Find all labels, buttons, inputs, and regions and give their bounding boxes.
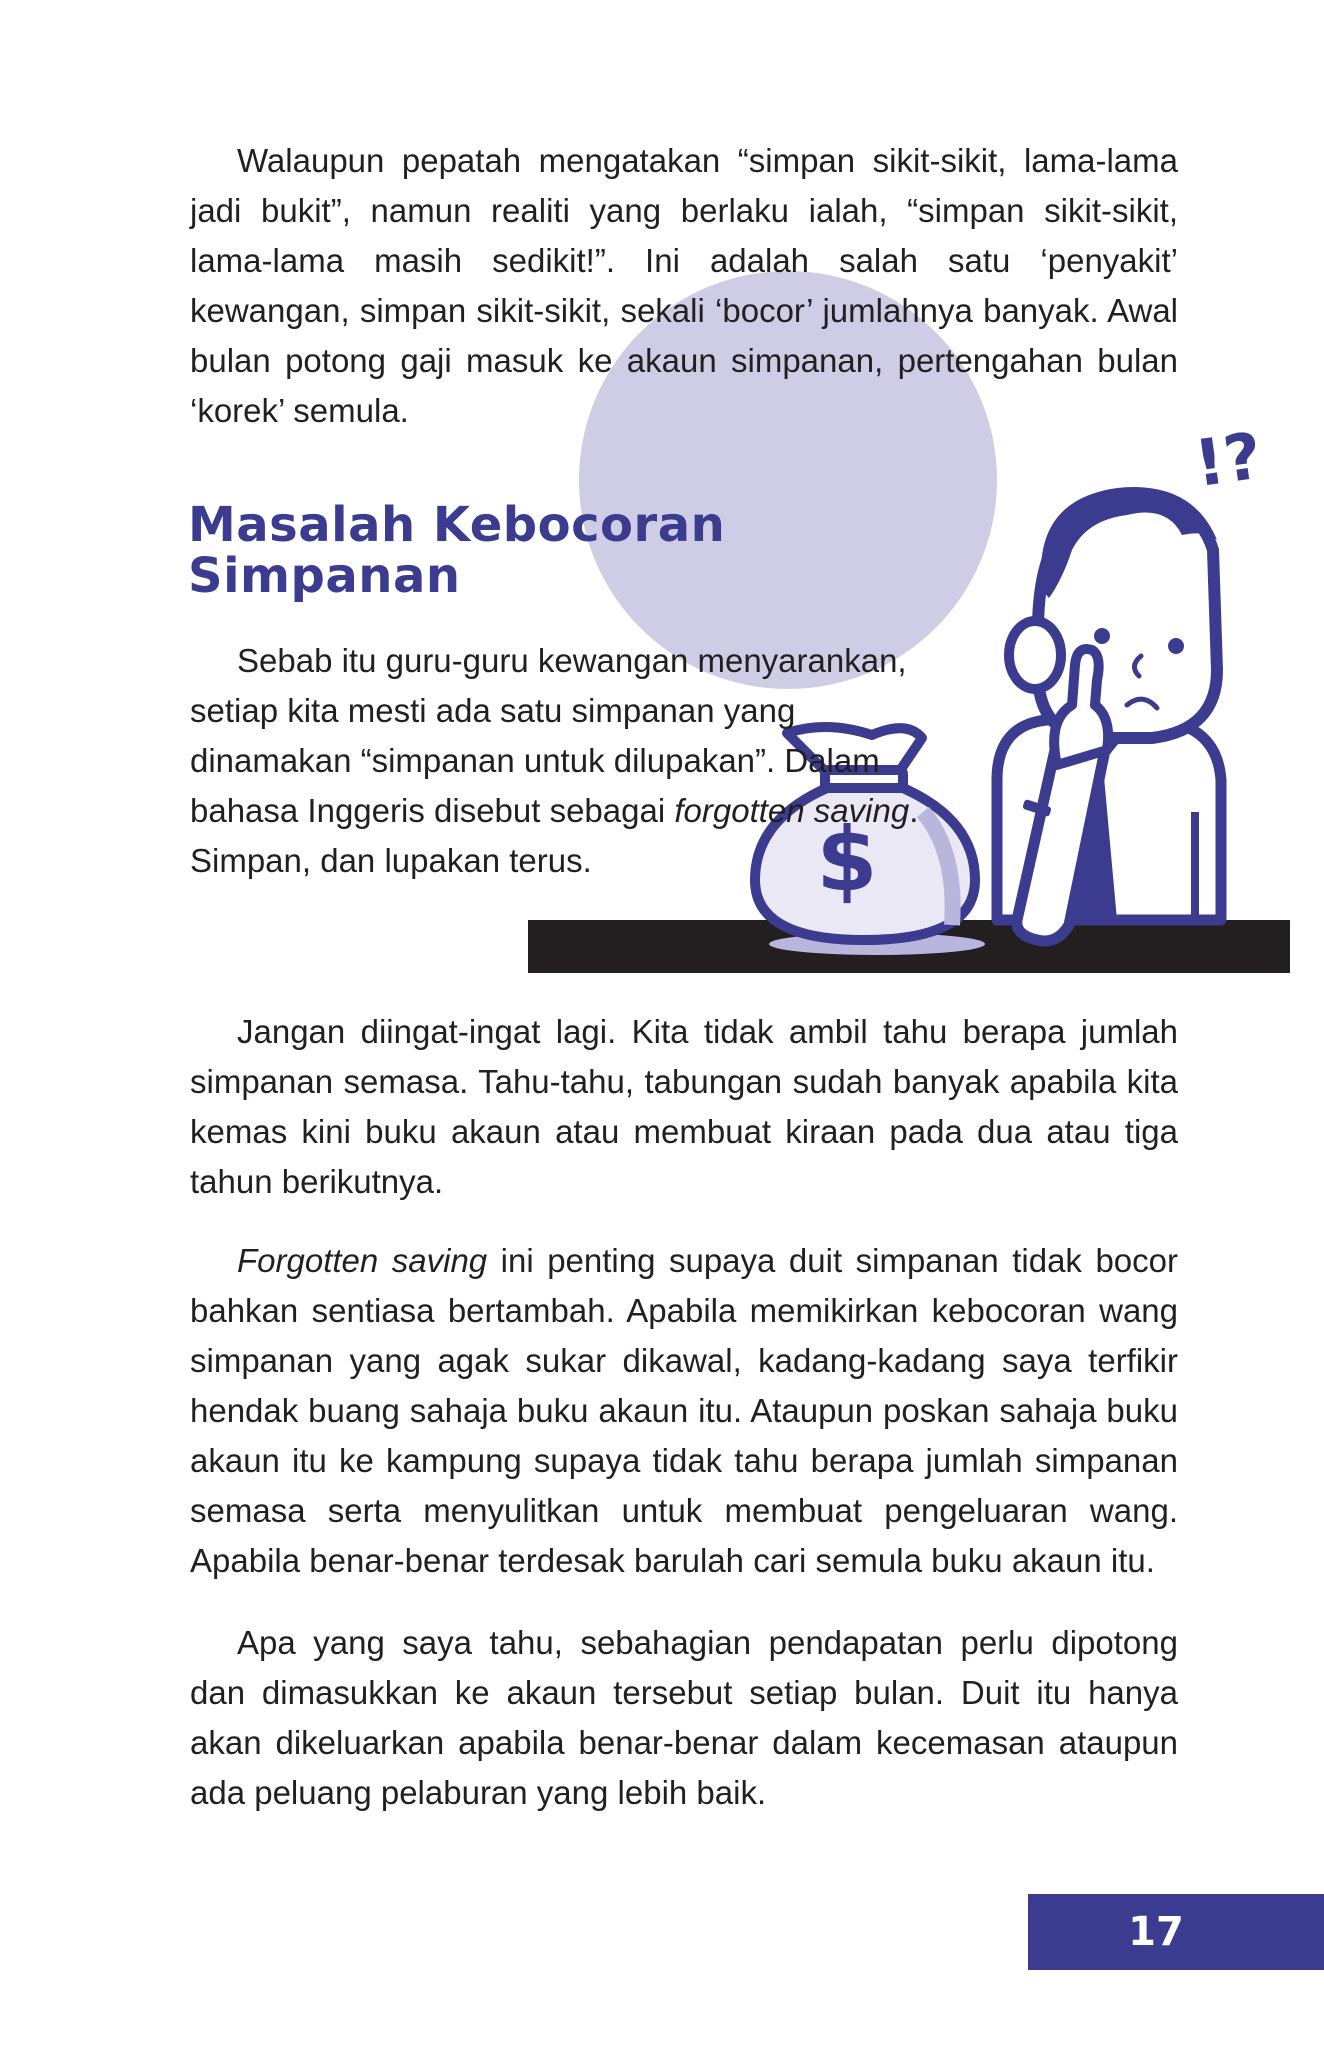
p2-text-before: Sebab itu guru-guru kewangan menyarankan, setiap kita mesti ada satu simpanan yang dinamakan “simpanan untuk dilupakan”. Dalam bahasa Inggeris disebut sebagai xyxy=(190,642,907,829)
heading-line-2: Simpanan xyxy=(188,548,461,604)
page-number: 17 xyxy=(1128,1909,1184,1955)
paragraph-forgotten-saving xyxy=(190,636,930,886)
p4-italic-term: Forgotten saving xyxy=(237,1242,488,1279)
paragraph-conclusion: Apa yang saya tahu, sebahagian pendapatan perlu dipotong dan dimasukkan ke akaun tersebut setiap bulan. Duit itu hanya akan dikeluarkan apabila benar-benar dalam kecemasan ataupun ada peluang pelaburan yang lebih baik. xyxy=(190,1624,1178,1811)
paragraph-dont-remember: Jangan diingat-ingat lagi. Kita tidak ambil tahu berapa jumlah simpanan semasa. Tahu-tahu, tabungan sudah banyak apabila kita kemas kini buku akaun atau membuat kiraan pada dua atau tiga tahun berikutnya. xyxy=(190,1013,1178,1200)
paragraph-intro: Walaupun pepatah mengatakan “simpan sikit-sikit, lama-lama jadi bukit”, namun realiti yang berlaku ialah, “simpan sikit-sikit, lama-lama masih sedikit!”. Ini adalah salah satu ‘penyakit’ kewangan, simpan sikit-sikit, sekali ‘bocor’ jumlahnya banyak. Awal bulan potong gaji masuk ke akaun simpanan, pertengahan bulan ‘korek’ semula. xyxy=(190,142,1178,429)
paragraph-importance xyxy=(190,1236,1178,1586)
p4-text-after: ini penting supaya duit simpanan tidak bocor bahkan sentiasa bertambah. Apabila memikirkan kebocoran wang simpanan yang agak sukar dikawal, kadang-kadang saya terfikir hendak buang sahaja buku akaun itu. Ataupun poskan sahaja buku akaun itu ke kampung supaya tidak tahu berapa jumlah simpanan semasa serta menyulitkan untuk membuat pengeluaran wang. Apabila benar-benar terdesak barulah cari semula buku akaun itu. xyxy=(190,1242,1178,1579)
p2-italic-term: forgotten saving xyxy=(674,792,910,829)
thinking-man-icon xyxy=(997,487,1221,941)
p2-text-after: . Simpan, dan lupakan terus. xyxy=(190,792,919,879)
heading-line-1: Masalah Kebocoran xyxy=(188,497,726,553)
question-exclaim-icon: !? xyxy=(1190,420,1267,503)
dollar-sign: $ xyxy=(816,808,878,911)
page-number-tab xyxy=(1028,1894,1324,1970)
